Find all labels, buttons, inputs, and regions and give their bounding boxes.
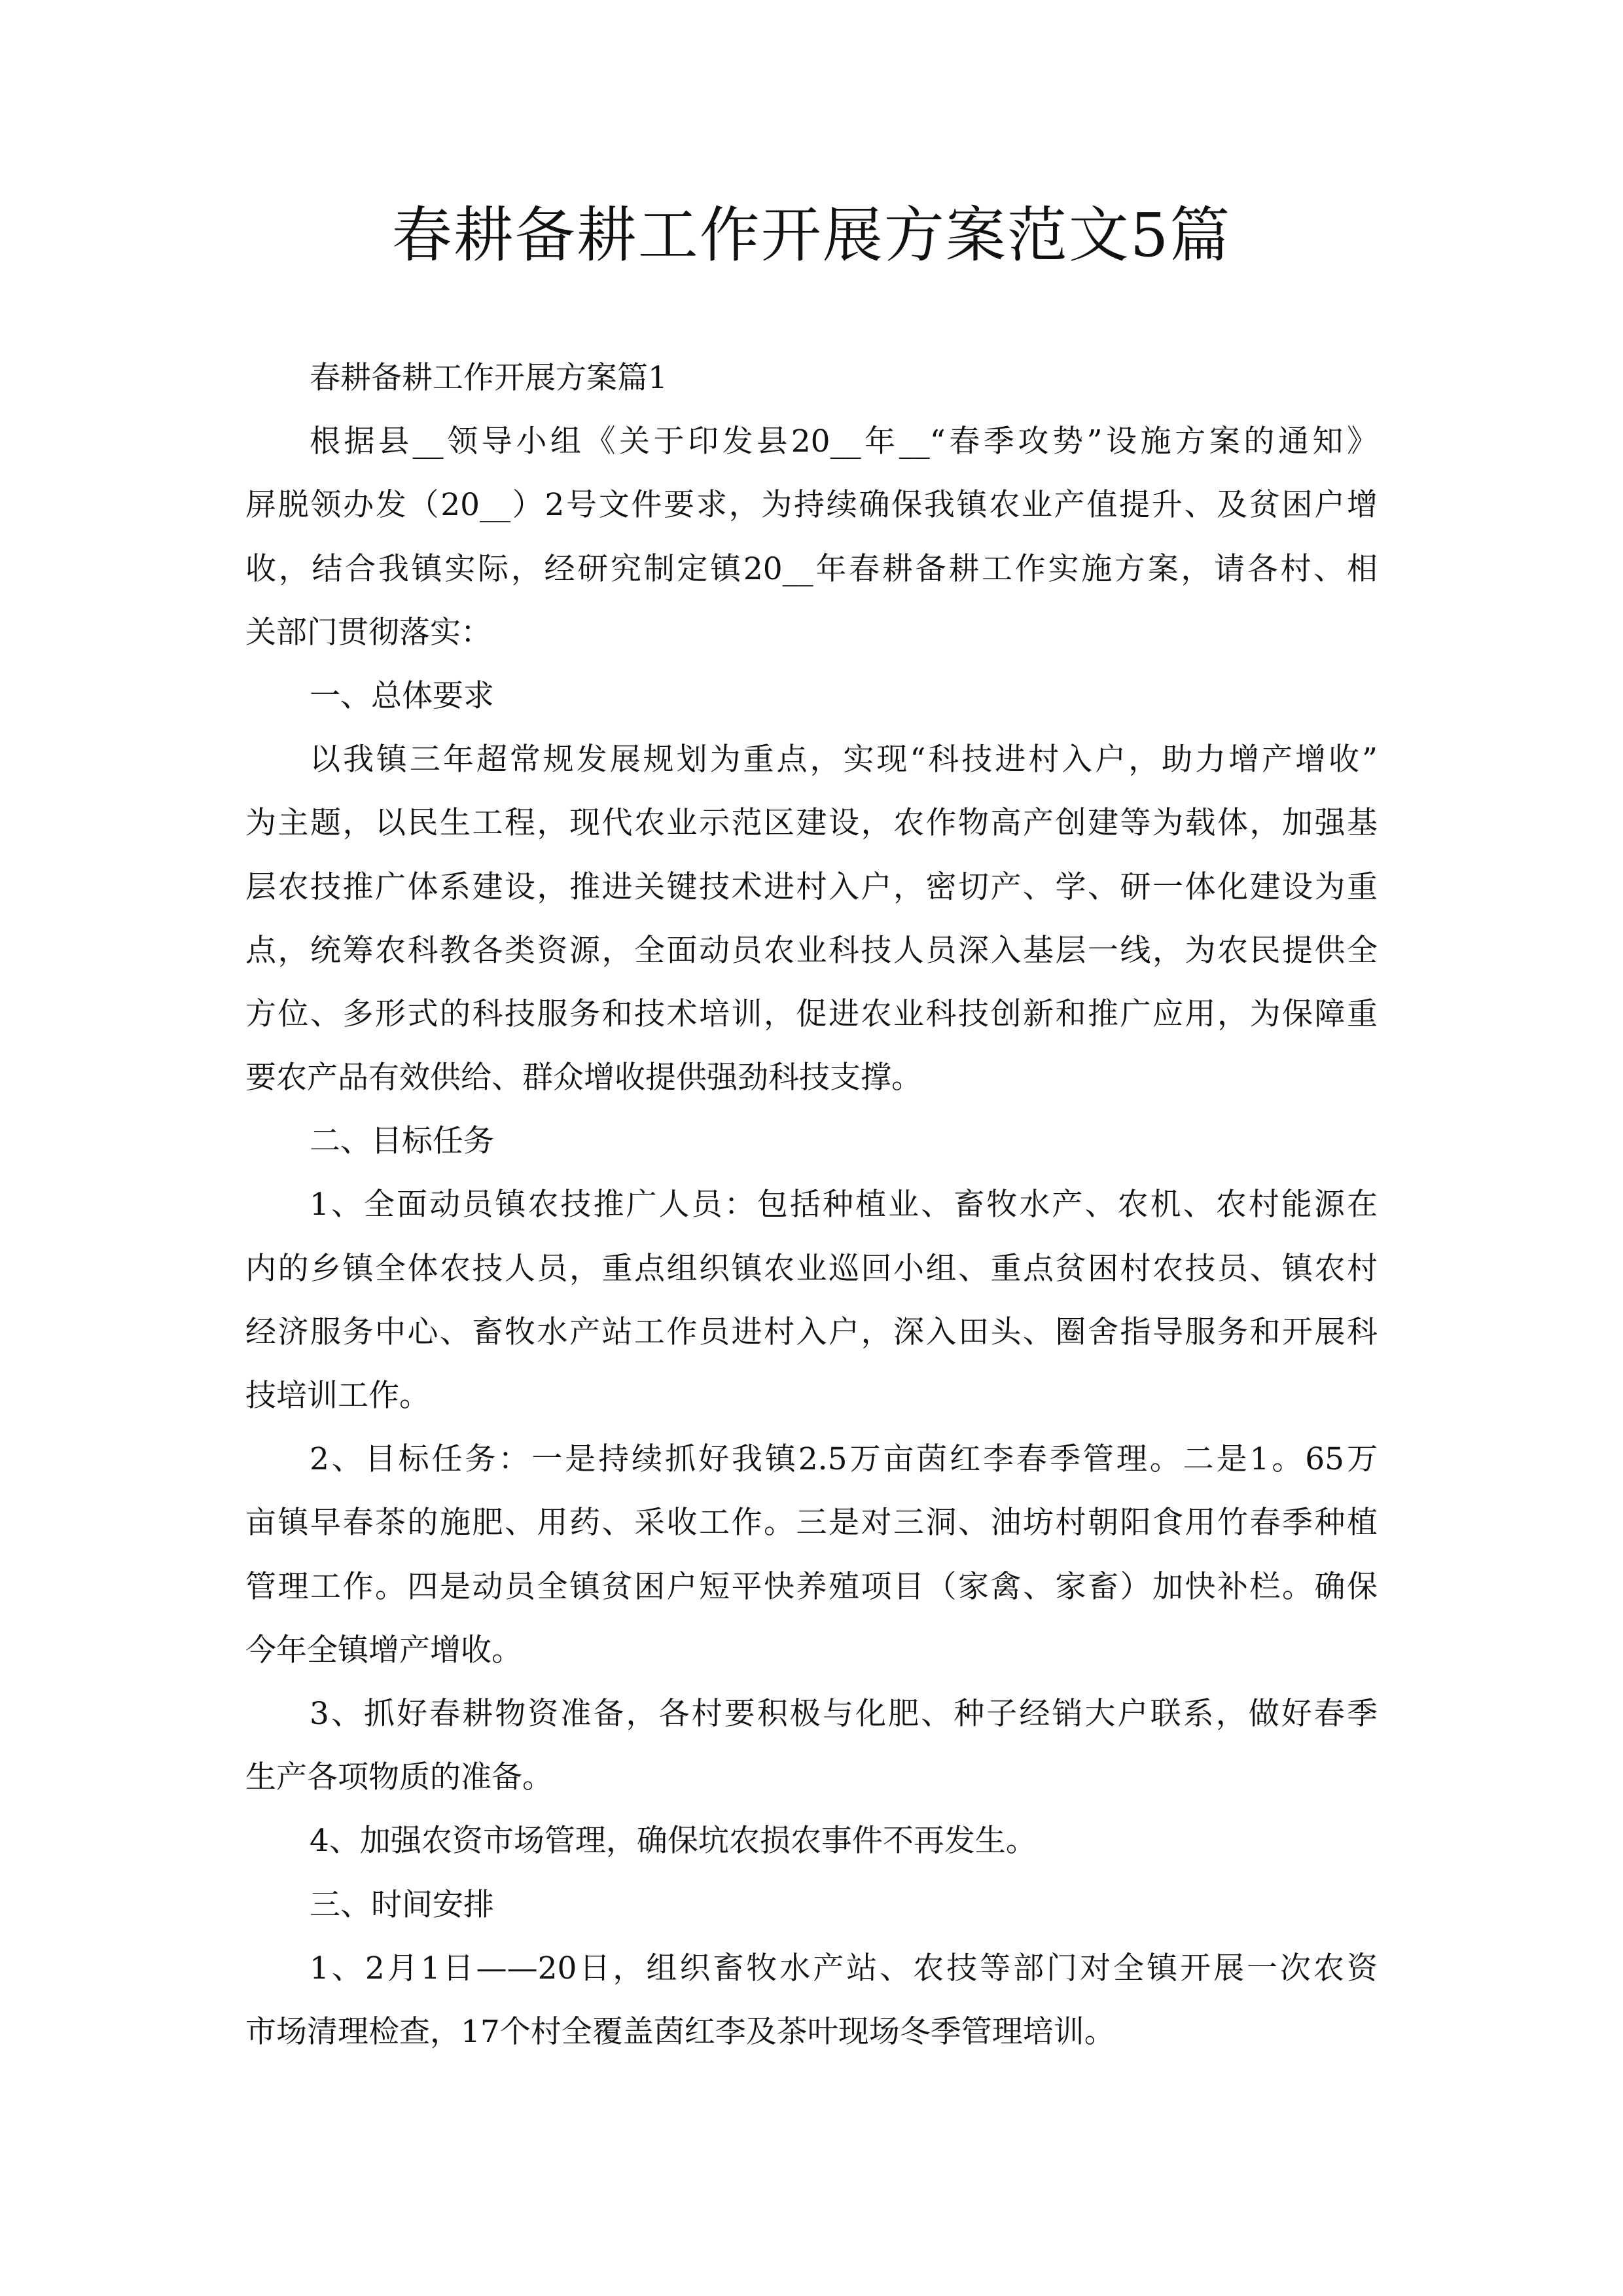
text-line: 经济服务中心、畜牧水产站工作员进村入户，深入田头、圈舍指导服务和开展科 (245, 1314, 1378, 1350)
text-line: 3、抓好春耕物资准备，各村要积极与化肥、种子经销大户联系，做好春季 (310, 1695, 1378, 1732)
text-line: 2、目标任务：一是持续抓好我镇2.5万亩茵红李春季管理。二是1。65万 (310, 1441, 1378, 1478)
text-line: 方位、多形式的科技服务和技术培训，促进农业科技创新和推广应用，为保障重 (245, 996, 1378, 1032)
paragraph (245, 1427, 1378, 1682)
paragraph (245, 346, 1378, 410)
text-line: 二、目标任务 (310, 1123, 494, 1160)
text-line: 要农产品有效供给、群众增收提供强劲科技支撑。 (245, 1060, 922, 1096)
text-line: 为主题，以民生工程，现代农业示范区建设，农作物高产创建等为载体，加强基 (245, 805, 1378, 842)
paragraph (245, 1109, 1378, 1173)
paragraph (245, 1873, 1378, 1937)
text-line: 点，统筹农科教各类资源，全面动员农业科技人员深入基层一线，为农民提供全 (245, 932, 1378, 969)
text-line: 1、全面动员镇农技推广人员：包括种植业、畜牧水产、农机、农村能源在 (310, 1187, 1378, 1223)
text-line: 春耕备耕工作开展方案篇1 (310, 360, 668, 396)
text-line: 技培训工作。 (245, 1378, 430, 1414)
text-line: 三、时间安排 (310, 1886, 494, 1923)
text-line: 根据县__领导小组《关于印发县20__年__“春季攻势”设施方案的通知》 (310, 423, 1378, 460)
text-line: 管理工作。四是动员全镇贫困户短平快养殖项目（家禽、家畜）加快补栏。确保 (245, 1568, 1378, 1605)
document-body (245, 346, 1378, 2064)
text-line: 屏脱领办发（20__）2号文件要求，为持续确保我镇农业产值提升、及贫困户增 (245, 487, 1378, 524)
text-line: 内的乡镇全体农技人员，重点组织镇农业巡回小组、重点贫困村农技员、镇农村 (245, 1250, 1378, 1287)
text-line: 关部门贯彻落实： (245, 614, 491, 651)
text-line: 4、加强农资市场管理，确保坑农损农事件不再发生。 (310, 1823, 1037, 1859)
paragraph (245, 728, 1378, 1109)
text-line: 以我镇三年超常规发展规划为重点，实现“科技进村入户，助力增产增收” (310, 742, 1378, 778)
text-line: 今年全镇增产增收。 (245, 1632, 522, 1668)
paragraph (245, 410, 1378, 664)
document-title: 春耕备耕工作开展方案范文5篇 (391, 200, 1232, 270)
paragraph (245, 1937, 1378, 2064)
text-line: 生产各项物质的准备。 (245, 1759, 553, 1796)
paragraph (245, 1809, 1378, 1873)
text-line: 层农技推广体系建设，推进关键技术进村入户，密切产、学、研一体化建设为重 (245, 869, 1378, 905)
paragraph (245, 1682, 1378, 1809)
text-line: 亩镇早春茶的施肥、用药、采收工作。三是对三洞、油坊村朝阳食用竹春季种植 (245, 1505, 1378, 1541)
text-line: 一、总体要求 (310, 677, 494, 714)
text-line: 市场清理检查，17个村全覆盖茵红李及茶叶现场冬季管理培训。 (245, 2013, 1115, 2050)
text-line: 1、2月1日——20日，组织畜牧水产站、农技等部门对全镇开展一次农资 (310, 1950, 1378, 1986)
text-line: 收，结合我镇实际，经研究制定镇20__年春耕备耕工作实施方案，请各村、相 (245, 550, 1378, 587)
paragraph (245, 1173, 1378, 1427)
paragraph (245, 664, 1378, 728)
